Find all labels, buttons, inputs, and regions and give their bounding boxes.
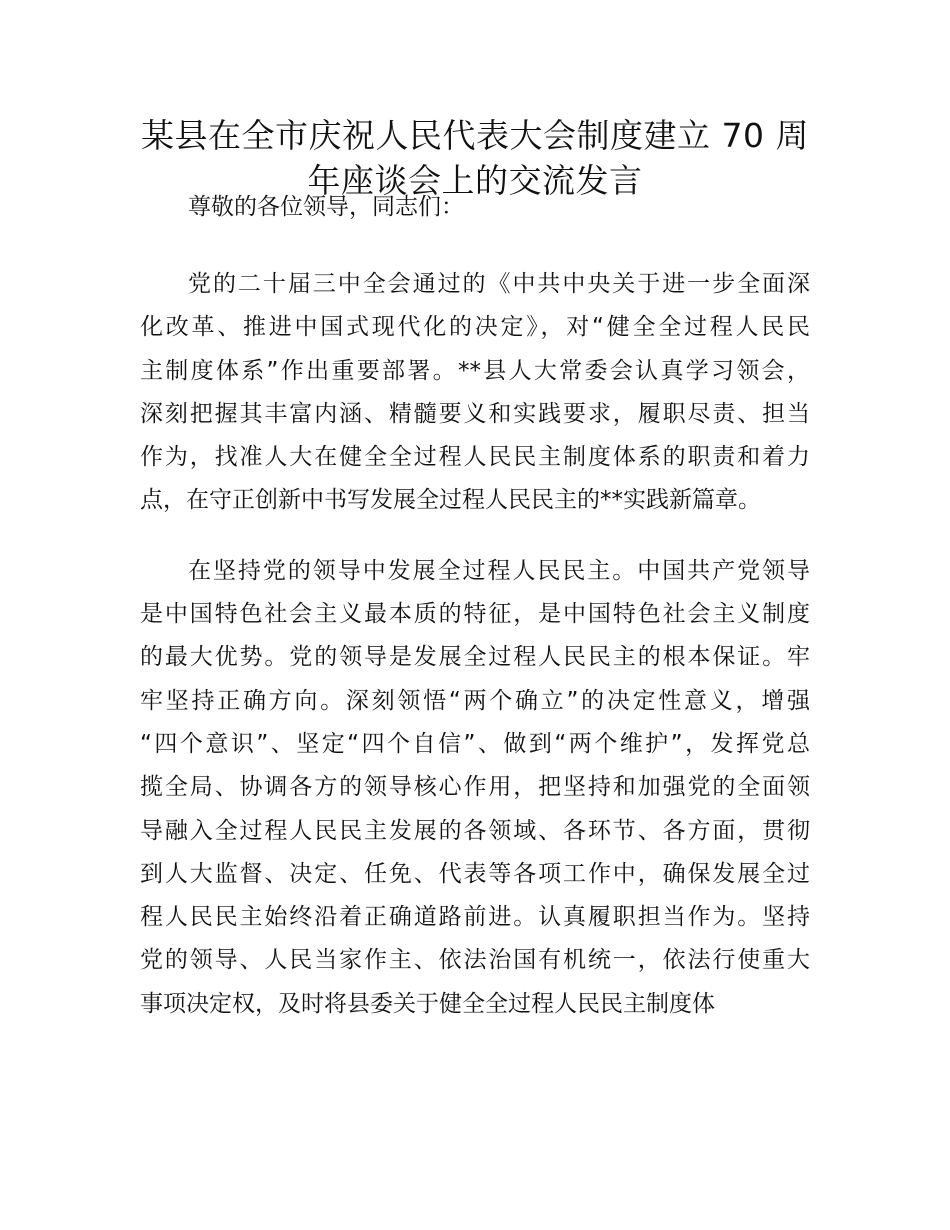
- paragraph-line: 党的领导、人民当家作主、依法治国有机统一，依法行使重大: [140, 947, 810, 974]
- paragraph-line: 牢坚持正确方向。深刻领悟“两个确立”的决定性意义，增强: [140, 687, 810, 714]
- title-line-1: 某县在全市庆祝人民代表大会制度建立 70 周: [141, 116, 809, 155]
- document-body: [140, 188, 810, 1026]
- paragraph-line: 化改革、推进中国式现代化的决定》，对“健全全过程人民民: [140, 314, 810, 341]
- paragraph-line: 是中国特色社会主义最本质的特征，是中国特色社会主义制度: [140, 601, 810, 628]
- paragraph-1: [140, 263, 810, 523]
- salutation: 尊敬的各位领导，同志们：: [188, 194, 464, 220]
- paragraph-line: 揽全局、协调各方的领导核心作用，把坚持和加强党的全面领: [140, 774, 810, 801]
- paragraph-line: 主制度体系”作出重要部署。**县人大常委会认真学习领会，: [140, 357, 810, 384]
- paragraph-2: [140, 550, 810, 1026]
- paragraph-line: 在坚持党的领导中发展全过程人民民主。中国共产党领导: [188, 557, 810, 584]
- paragraph-line: 事项决定权，及时将县委关于健全全过程人民民主制度体: [140, 990, 715, 1017]
- paragraph-line: 程人民民主始终沿着正确道路前进。认真履职担当作为。坚持: [140, 904, 810, 931]
- paragraph-line: 深刻把握其丰富内涵、精髓要义和实践要求，履职尽责、担当: [140, 400, 810, 427]
- paragraph-line: 作为，找准人大在健全全过程人民民主制度体系的职责和着力: [140, 444, 810, 471]
- paragraph-line: 点，在守正创新中书写发展全过程人民民主的**实践新篇章。: [140, 487, 761, 514]
- paragraph-line: 党的二十届三中全会通过的《中共中央关于进一步全面深: [188, 271, 810, 297]
- paragraph-line: 到人大监督、决定、任免、代表等各项工作中，确保发展全过: [140, 860, 810, 887]
- paragraph-line: “四个意识”、坚定“四个自信”、做到“两个维护”，发挥党总: [140, 730, 810, 757]
- paragraph-line: 导融入全过程人民民主发展的各领域、各环节、各方面，贯彻: [140, 817, 810, 844]
- paragraph-line: 的最大优势。党的领导是发展全过程人民民主的根本保证。牢: [140, 644, 810, 671]
- title-line-2: 年座谈会上的交流发言: [307, 161, 643, 200]
